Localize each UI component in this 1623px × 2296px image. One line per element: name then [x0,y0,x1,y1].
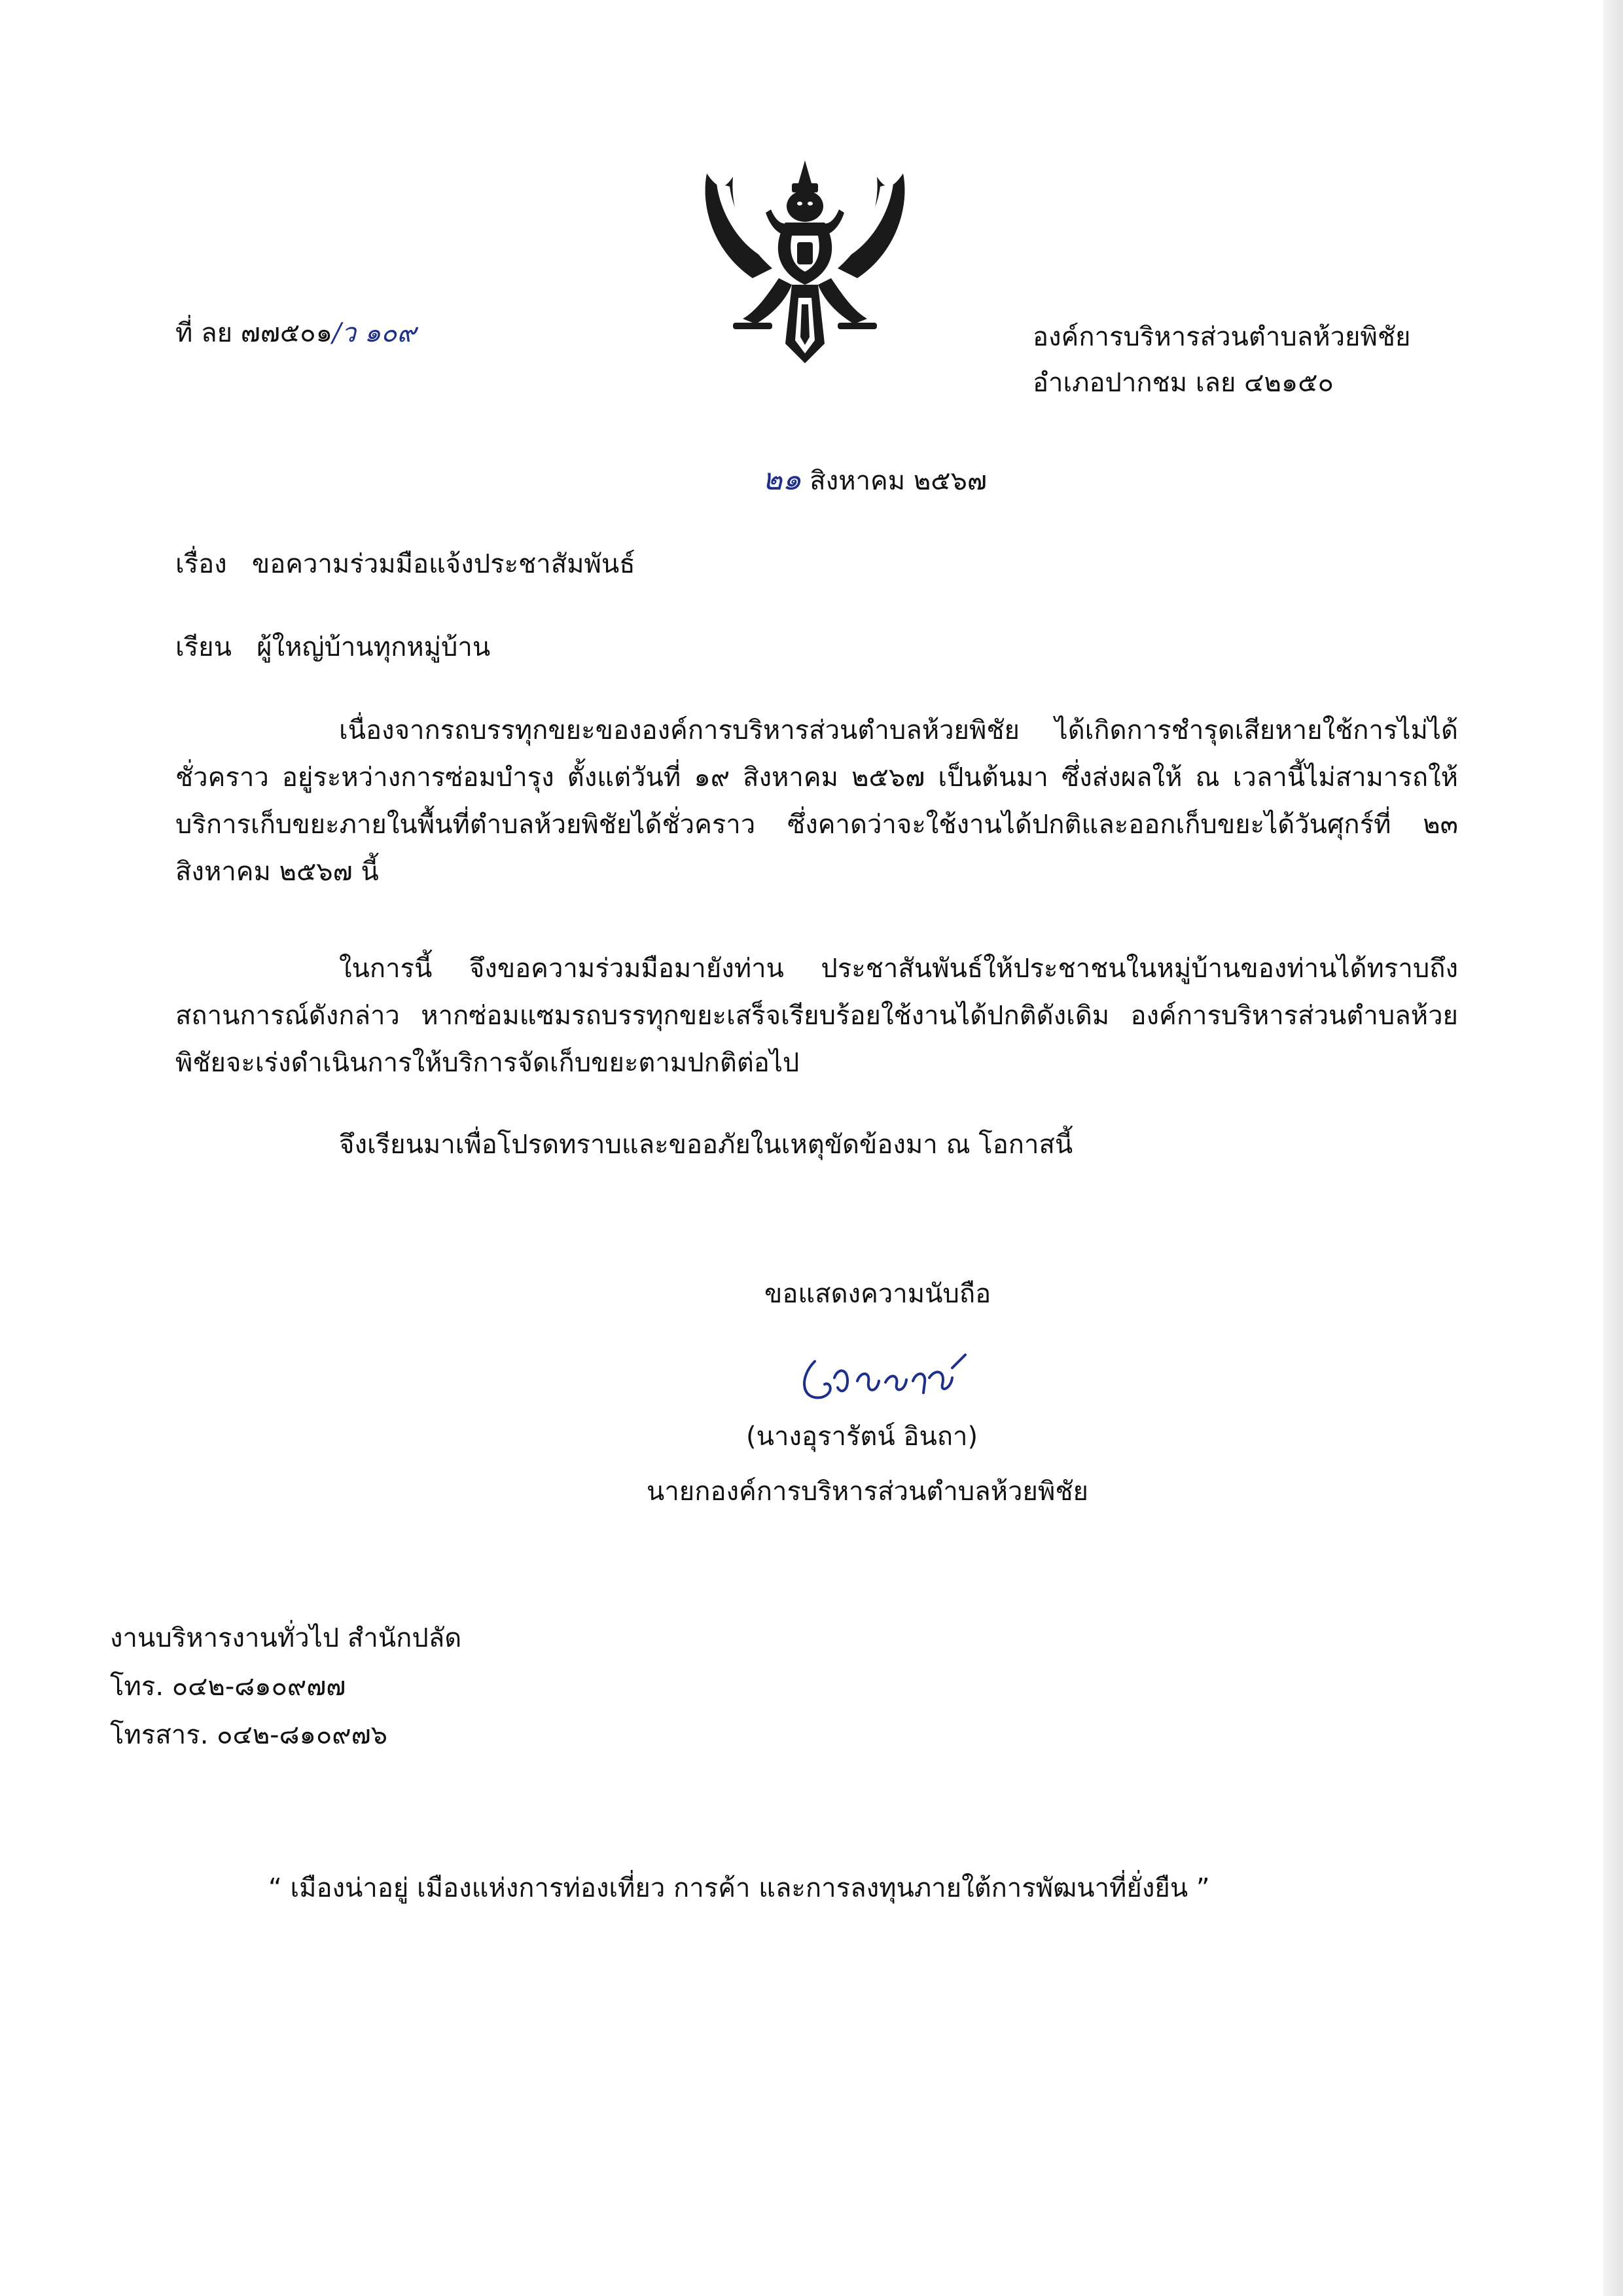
subject-text: ขอความร่วมมือแจ้งประชาสัมพันธ์ [251,549,635,579]
addressee-line [175,630,490,665]
paragraph-1-text: เนื่องจากรถบรรทุกขยะขององค์การบริหารส่วนตำบลห้วยพิชัย ได้เกิดการชำรุดเสียหายใช้การไม่ได้ชั่วคราว อยู่ระหว่างการซ่อมบำรุง ตั้งแต่วันที่ ๑๙ สิงหาคม ๒๕๖๗ เป็นต้นมา ซึ่งส่งผลให้ ณ เวลานี้ไม่สามารถให้บริการเก็บขยะภายในพื้นที่ตำบลห้วยพิชัยได้ชั่วคราว ซึ่งคาดว่าจะใช้งานได้ปกติและออกเก็บขยะได้วันศุกร์ที่ ๒๓ สิงหาคม ๒๕๖๗ นี้ [175,715,1458,887]
contact-department: งานบริหารงานทั่วไป สำนักปลัด [110,1623,462,1653]
paragraph-2-text: ในการนี้ จึงขอความร่วมมือมายังท่าน ประชาสันพันธ์ให้ประชาชนในหมู่บ้านของท่านได้ทราบถึงสถานการณ์ดังกล่าว หากซ่อมแซมรถบรรทุกขยะเสร็จเรียบร้อยใช้งานได้ปกติดังเดิม องค์การบริหารส่วนตำบลห้วยพิชัยจะเร่งดำเนินการให้บริการจัดเก็บขยะตามปกติต่อไป [175,954,1458,1078]
reference-digits: ๗๗๕๐๑ [240,318,332,348]
signatory-name: (นางอุรารัตน์ อินถา) [746,1422,978,1452]
salutation: ขอแสดงความนับถือ [764,1279,991,1309]
organization-name: องค์การบริหารส่วนตำบลห้วยพิชัย [1033,322,1411,352]
addressee-label: เรียน [175,632,232,662]
contact-phone: โทร. ๐๔๒-๘๑๐๙๗๗ [110,1672,346,1702]
signatory-position: นายกองค์การบริหารส่วนตำบลห้วยพิชัย [647,1477,1088,1507]
date-month-year: สิงหาคม ๒๕๖๗ [810,466,987,496]
body-paragraph-1 [175,707,1458,895]
reference-number [175,315,416,351]
paper-edge-shadow [1603,0,1623,2296]
slogan: “ เมืองน่าอยู่ เมืองแห่งการท่องเที่ยว การค้า และการลงทุนภายใต้การพัฒนาที่ยั่งยืน ” [268,1873,1210,1903]
letter-date [762,461,987,499]
contact-fax: โทรสาร. ๐๔๒-๘๑๐๙๗๖ [110,1720,388,1750]
handwritten-signature-icon [795,1342,978,1414]
date-day-handwritten: ๒๑ [762,461,802,497]
subject-line [175,547,635,582]
organization-address: อำเภอปากชม เลย ๔๒๑๕๐ [1033,368,1334,398]
reference-label: ที่ ลย [175,318,233,348]
body-paragraph-2 [175,945,1458,1086]
addressee-text: ผู้ใหญ่บ้านทุกหมู่บ้าน [257,632,491,662]
reference-handwritten: /ว ๑๐๙ [332,318,416,348]
garuda-emblem-icon [694,147,916,370]
subject-label: เรื่อง [175,549,227,579]
closing-sentence: จึงเรียนมาเพื่อโปรดทราบและขออภัยในเหตุขัดข้องมา ณ โอกาสนี้ [339,1130,1073,1160]
